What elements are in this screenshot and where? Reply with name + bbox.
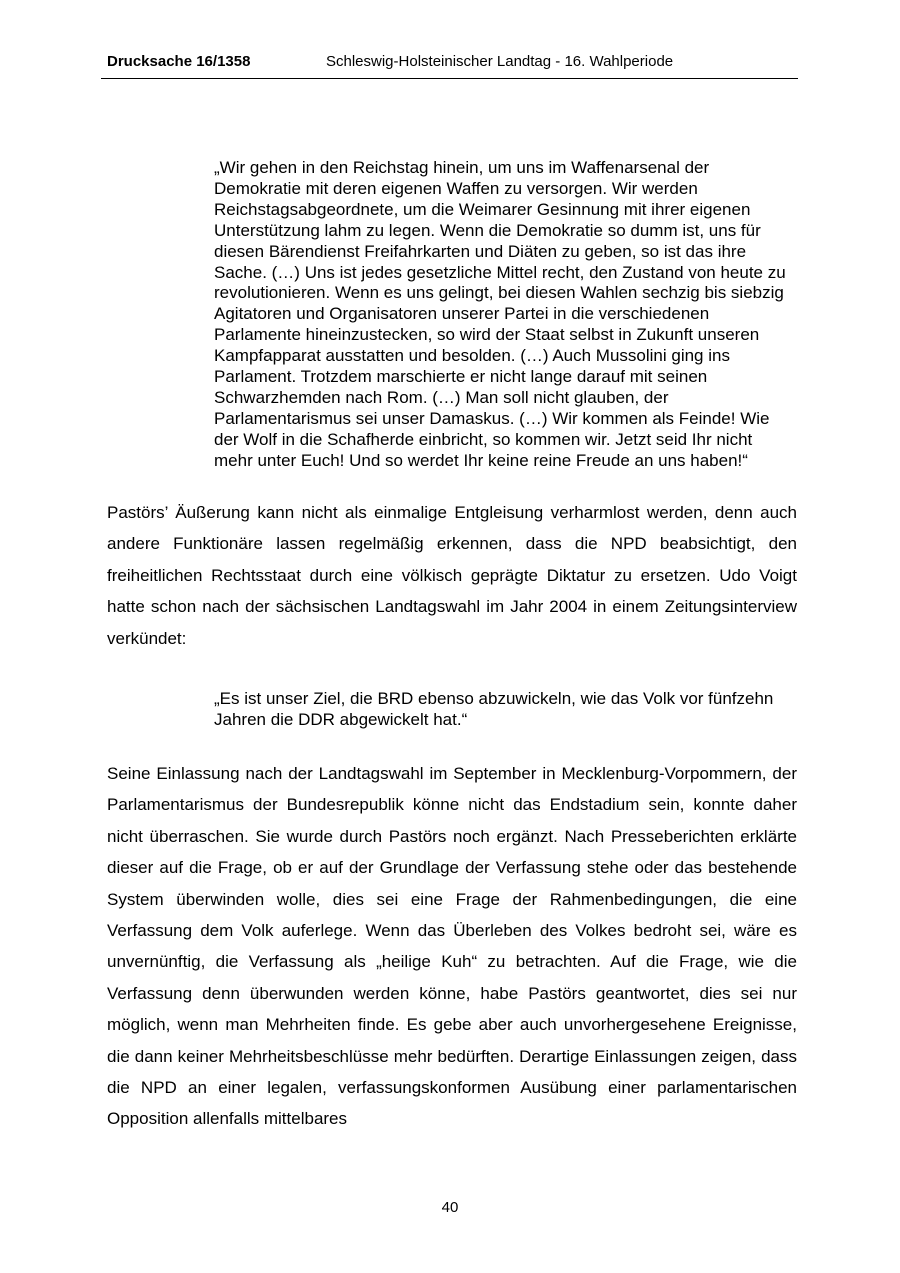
block-quote-1: „Wir gehen in den Reichstag hinein, um uns im Waffenarsenal der Demokratie mit deren eigenen Waffen zu versorgen. Wir werden Reichstagsabgeordnete, um die Weimarer Gesinnung mit ihrer eigenen Unterstützung lahm zu legen. Wenn die Demokratie so dumm ist, uns für diesen Bärendienst Freifahrkarten und Diäten zu geben, so ist das ihre Sache. (…) Uns ist jedes gesetzliche Mittel recht, den Zustand von heute zu revolutionieren. Wenn es uns gelingt, bei diesen Wahlen sechzig bis siebzig Agitatoren und Organisatoren unserer Partei in die verschiedenen Parlamente hineinzustecken, so wird der Staat selbst in Zukunft unseren Kampfapparat ausstatten und besolden. (…) Auch Mussolini ging ins Parlament. Trotzdem marschierte er nicht lange darauf mit seinen Schwarzhemden nach Rom. (…) Man soll nicht glauben, der Parlamentarismus sei unser Damaskus. (…) Wir kommen als Feinde! Wie der Wolf in die Schafherde einbricht, so kommen wir. Jetzt seid Ihr nicht mehr unter Euch! Und so werdet Ihr keine reine Freude an uns haben!“: [214, 158, 786, 470]
page-number: 40: [441, 1199, 459, 1216]
paragraph-1: Pastörs’ Äußerung kann nicht als einmalige Entgleisung verharmlost werden, denn auch andere Funktionäre lassen regelmäßig erkennen, dass die NPD beabsichtigt, den freiheitlichen Rechtsstaat durch eine völkisch geprägte Diktatur zu ersetzen. Udo Voigt hatte schon nach der sächsischen Landtagswahl im Jahr 2004 in einem Zeitungsinterview verkündet:: [107, 503, 797, 648]
page-header: [101, 50, 798, 79]
paragraph-2: Seine Einlassung nach der Landtagswahl im September in Mecklenburg-Vorpommern, der Parlamentarismus der Bundesrepublik könne nicht das Endstadium sein, konnte daher nicht überraschen. Sie wurde durch Pastörs noch ergänzt. Nach Presseberichten erklärte dieser auf die Frage, ob er auf der Grundlage der Verfassung stehe oder das bestehende System überwinden wolle, dies sei eine Frage der Rahmenbedingungen, die eine Verfassung dem Volk auferlege. Wenn das Überleben des Volkes bedroht sei, wäre es unvernünftig, die Verfassung als „heilige Kuh“ zu betrachten. Auf die Frage, wie die Verfassung denn überwunden werden könne, habe Pastörs geantwortet, dies sei nur möglich, wenn man Mehrheiten finde. Es gebe aber auch unvorhergesehene Ereignisse, die dann keiner Mehrheitsbeschlüsse mehr bedürften. Derartige Einlassungen zeigen, dass die NPD an einer legalen, verfassungskonformen Ausübung einer parlamentarischen Opposition allenfalls mittelbares: [107, 764, 797, 1129]
document-number: Drucksache 16/1358: [107, 53, 251, 70]
block-quote-2: „Es ist unser Ziel, die BRD ebenso abzuwickeln, wie das Volk vor fünfzehn Jahren die DDR abgewickelt hat.“: [214, 689, 774, 729]
parliament-title: Schleswig-Holsteinischer Landtag - 16. Wahlperiode: [326, 53, 674, 70]
